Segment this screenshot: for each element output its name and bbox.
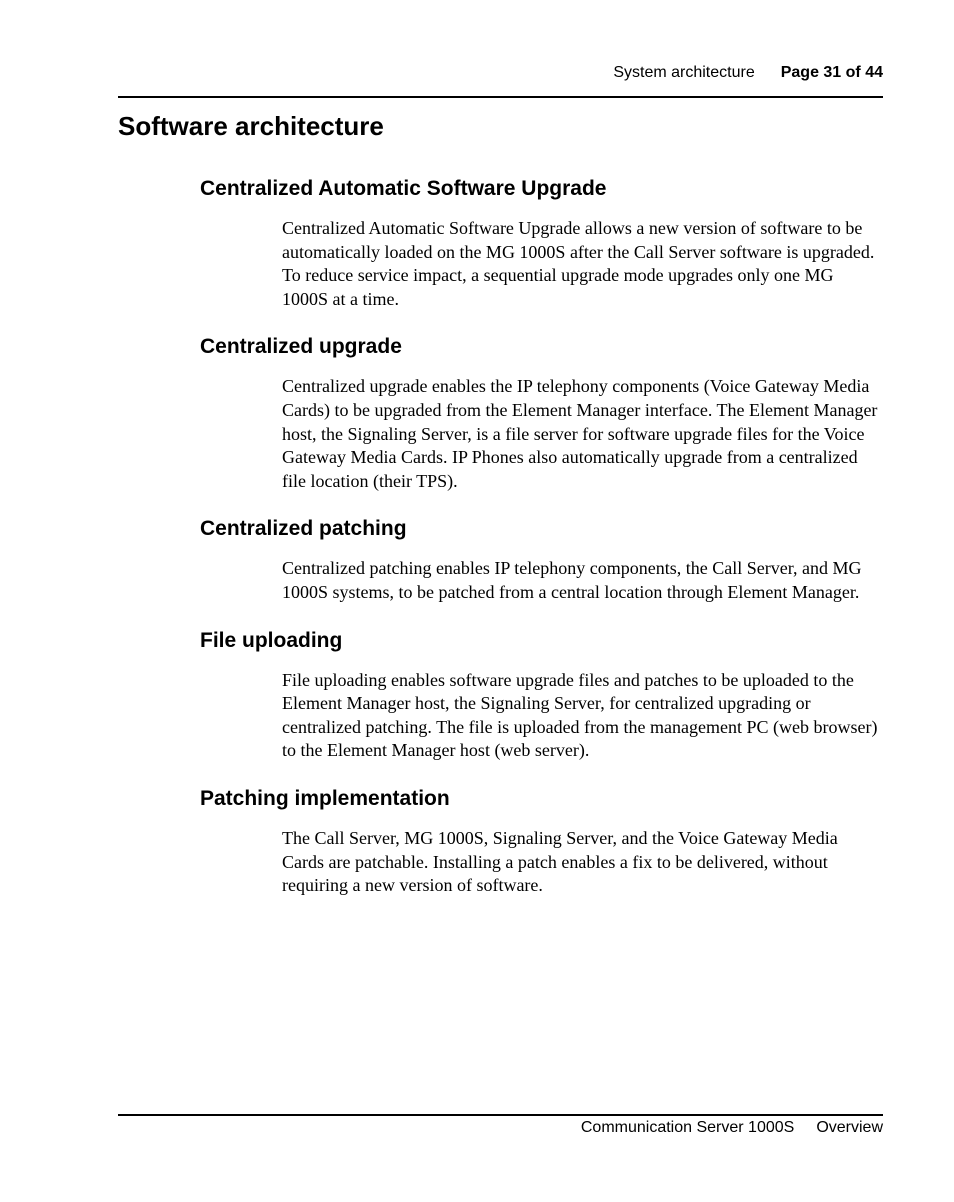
page-title: Software architecture — [118, 111, 384, 141]
section-heading: Centralized upgrade — [200, 335, 402, 359]
section-centralized-automatic-software-upgrade — [200, 173, 883, 311]
section-body: Centralized upgrade enables the IP telephony components (Voice Gateway Media Cards) to be upgraded from the Element Manager interface. The Element Manager host, the Signaling Server, is a file server for software upgrade files for the Voice Gateway Media Cards. IP Phones also automatically upgrade from a centralized file location (their TPS). — [282, 376, 878, 491]
section-body: File uploading enables software upgrade files and patches to be uploaded to the Element Manager host, the Signaling Server, for centralized upgrading or centralized patching. The file is uploaded from the management PC (web browser) to the Element Manager host (web server). — [282, 669, 878, 761]
section-heading: File uploading — [200, 628, 343, 652]
section-heading: Centralized Automatic Software Upgrade — [200, 177, 607, 200]
page-footer — [118, 1114, 883, 1137]
section-heading: Patching implementation — [200, 786, 450, 810]
main-content — [200, 173, 883, 918]
section-heading: Centralized patching — [200, 517, 407, 541]
page-number: Page 31 of 44 — [780, 64, 883, 81]
section-body: Centralized patching enables IP telephony components, the Call Server, and MG 1000S systems, to be patched from a central location through Element Manager. — [282, 558, 862, 602]
header-section-name: System architecture — [613, 64, 755, 81]
section-file-uploading — [200, 625, 883, 763]
page-header — [118, 64, 883, 98]
section-patching-implementation — [200, 783, 883, 898]
section-body: Centralized Automatic Software Upgrade allows a new version of software to be automatically loaded on the MG 1000S after the Call Server software is upgraded. To reduce service impact, a sequential upgrade mode upgrades only one MG 1000S at a time. — [282, 218, 875, 309]
footer-doc-type: Overview — [816, 1119, 883, 1136]
section-centralized-patching — [200, 513, 883, 604]
section-body: The Call Server, MG 1000S, Signaling Server, and the Voice Gateway Media Cards are patchable. Installing a patch enables a fix to be delivered, without requiring a new version of software. — [282, 827, 838, 896]
section-centralized-upgrade — [200, 331, 883, 493]
footer-product: Communication Server 1000S — [580, 1119, 795, 1136]
